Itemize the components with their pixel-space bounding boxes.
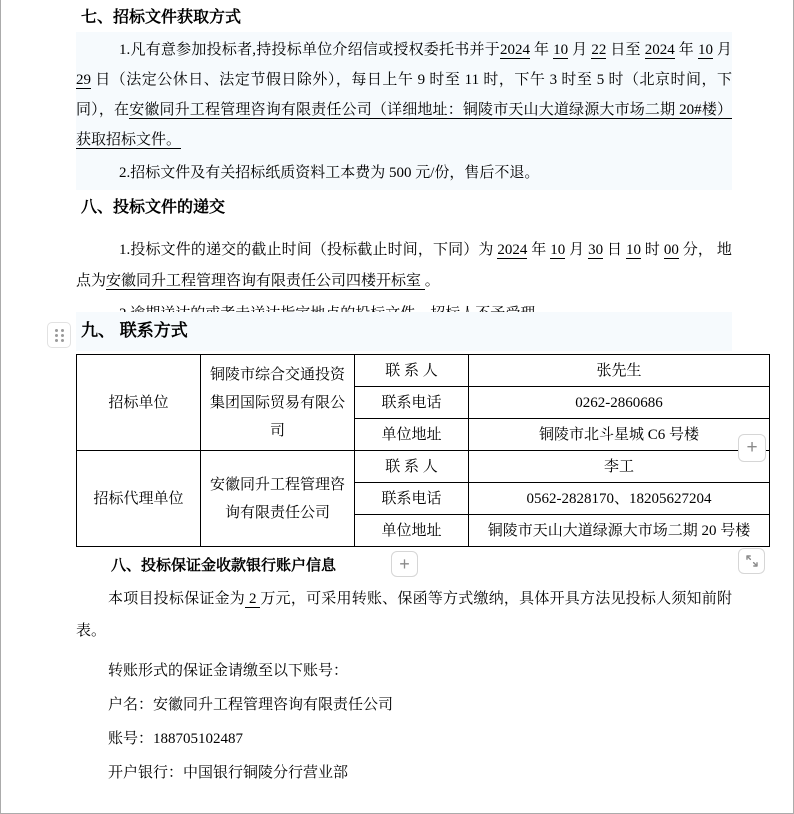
- agency-person-key: 联 系 人: [355, 451, 469, 483]
- bank-account-number: 账号：188705102487: [108, 731, 244, 747]
- tenderer-company-cell: 铜陵市综合交通投资集团国际贸易有限公司: [201, 355, 355, 451]
- tenderer-label-cell: 招标单位: [77, 355, 201, 451]
- contact-phone-value: 0262-2860686: [469, 387, 770, 419]
- bank-account-name: 户名：安徽同升工程管理咨询有限责任公司: [108, 697, 394, 713]
- contact-address-value: 铜陵市北斗星城 C6 号楼: [469, 419, 770, 451]
- agency-person-value: 李工: [469, 451, 770, 483]
- deposit-section-body: [76, 583, 732, 783]
- section-7-paragraph-2: 2.招标文件及有关招标纸质资料工本费为 500 元/份，售后不退。: [119, 165, 540, 181]
- deposit-paragraph-amount: 本项目投标保证金为 2 万元，可采用转账、保函等方式缴纳，具体开具方法见投标人须知前附表。: [76, 591, 732, 639]
- plus-icon: +: [399, 553, 410, 574]
- bank-branch: 开户银行：中国银行铜陵分行营业部: [108, 765, 349, 781]
- plus-icon: +: [746, 437, 758, 458]
- section-7-highlight-block: [76, 32, 732, 190]
- agency-phone-value: 0562-2828170、18205627204: [469, 483, 770, 515]
- deposit-section-heading: 八、投标保证金收款银行账户信息: [111, 557, 337, 574]
- agency-label-cell: 招标代理单位: [77, 451, 201, 547]
- section-8-paragraph-1: 1.投标文件的递交的截止时间（投标截止时间，下同）为 2024 年 10 月 30 日 10 时 00 分， 地点为安徽同升工程管理咨询有限责任公司四楼开标室 。: [76, 242, 732, 289]
- contact-address-key: 单位地址: [355, 419, 469, 451]
- section-8-heading: 八、投标文件的递交: [81, 199, 226, 216]
- contact-person-key: 联 系 人: [355, 355, 469, 387]
- expand-button[interactable]: [738, 548, 765, 574]
- deposit-paragraph-transfer: 转账形式的保证金请缴至以下账号：: [108, 663, 349, 679]
- contact-table: [76, 354, 770, 547]
- drag-handle-icon: [55, 329, 64, 342]
- section-7-paragraph-1: 1.凡有意参加投标者,持投标单位介绍信或授权委托书并于2024 年 10 月 22 日至 2024 年 10 月 29 日（法定公休日、法定节假日除外），每日上午 9 时至 11 时，下午 3 时至 5 时（北京时间，下同），在安徽同升工程管理咨询有限责任公司（详细地址：铜陵市天山大道绿源大市场二期 20#楼）获取招标文件。: [76, 42, 732, 148]
- table-row: [77, 451, 770, 483]
- section-9-highlight-block: [76, 312, 732, 351]
- agency-company-cell: 安徽同升工程管理咨询有限责任公司: [201, 451, 355, 547]
- agency-address-value: 铜陵市天山大道绿源大市场二期 20 号楼: [469, 515, 770, 547]
- expand-icon: [746, 555, 758, 567]
- block-drag-handle[interactable]: [47, 322, 71, 348]
- section-7-heading: 七、招标文件获取方式: [81, 9, 242, 26]
- contact-phone-key: 联系电话: [355, 387, 469, 419]
- agency-phone-key: 联系电话: [355, 483, 469, 515]
- table-row: [77, 355, 770, 387]
- contact-person-value: 张先生: [469, 355, 770, 387]
- agency-address-key: 单位地址: [355, 515, 469, 547]
- section-9-heading: 九、 联系方式: [81, 321, 188, 340]
- add-block-button-deposit[interactable]: [391, 551, 418, 577]
- add-block-button-table[interactable]: [738, 434, 766, 462]
